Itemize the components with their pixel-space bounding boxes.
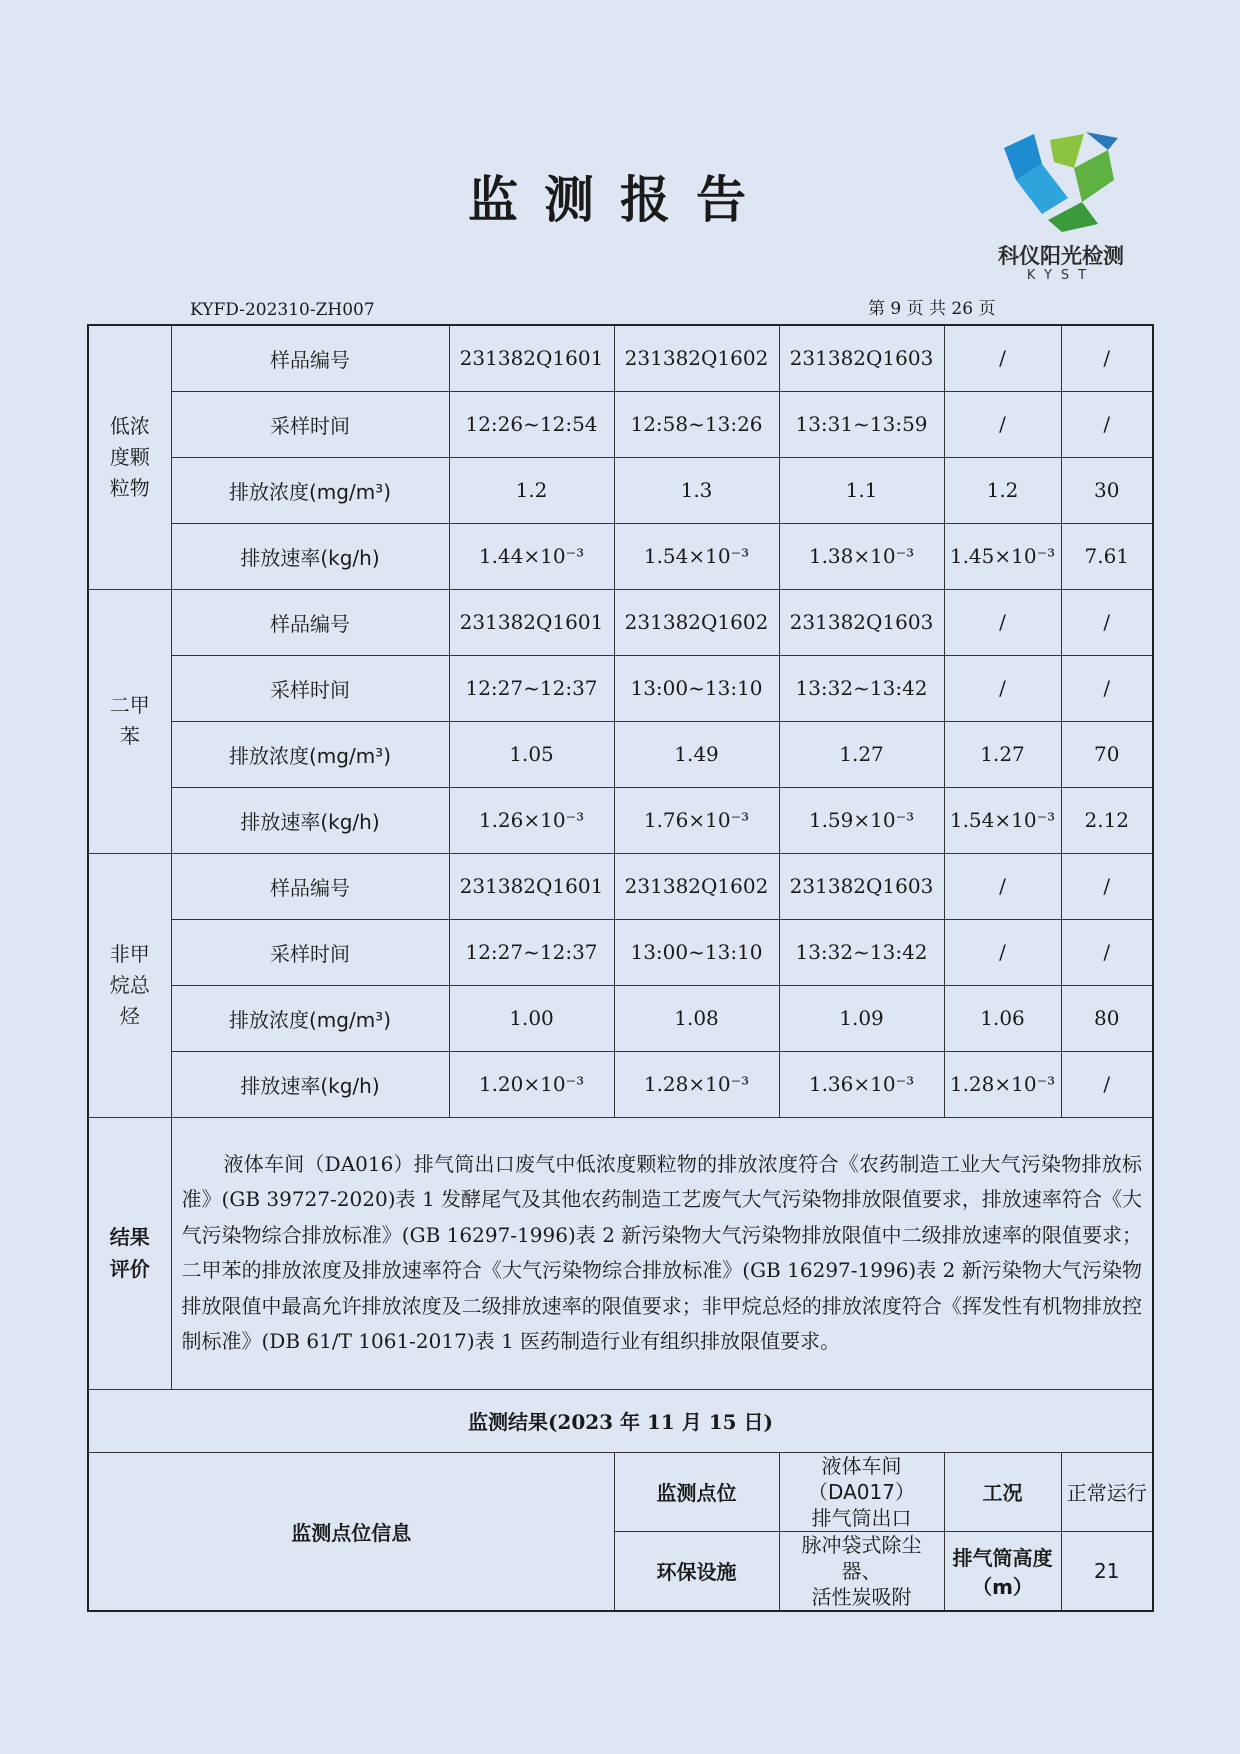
evaluation-text: 液体车间（DA016）排气筒出口废气中低浓度颗粒物的排放浓度符合《农药制造工业大气污染物排放标准》(GB 39727-2020)表 1 发酵尾气及其他农药制造工艺废气大气污染物排放限值要求，排放速率符合《大气污染物综合排放标准》(GB 16297-1996)表 2 新污染物大气污染物排放限值中二级排放速率的限值要求；二甲苯的排放浓度及排放速率符合《大气污染物综合排放标准》(GB 16297-1996)表 2 新污染物大气污染物排放限值中最高允许排放浓度及二级排放速率的限值要求；非甲烷总烃的排放浓度符合《挥发性有机物排放控制标准》(DB 61/T 1061-2017)表 1 医药制造行业有组织排放限值要求。 (171, 1117, 1153, 1389)
table-cell: 13:31~13:59 (779, 391, 944, 457)
row-label: 样品编号 (171, 325, 449, 391)
row-label: 排放浓度(mg/m³) (171, 457, 449, 523)
table-cell: 80 (1061, 985, 1153, 1051)
condition-label: 工况 (944, 1452, 1061, 1531)
table-cell: / (1061, 589, 1153, 655)
table-cell: 1.08 (614, 985, 779, 1051)
table-cell: 1.36×10⁻³ (779, 1051, 944, 1117)
row-label: 排放速率(kg/h) (171, 787, 449, 853)
point-label: 监测点位 (614, 1452, 779, 1531)
logo-mark-icon (990, 128, 1132, 234)
evaluation-label: 结果 评价 (88, 1117, 171, 1389)
table-cell: 12:27~12:37 (449, 655, 614, 721)
row-label: 排放浓度(mg/m³) (171, 721, 449, 787)
table-cell: 12:26~12:54 (449, 391, 614, 457)
facility-value-line2: 活性炭吸附 (811, 1584, 912, 1609)
table-cell: 12:58~13:26 (614, 391, 779, 457)
table-row (88, 985, 1153, 1051)
table-cell: 1.27 (779, 721, 944, 787)
table-cell: / (944, 325, 1061, 391)
table-cell: 1.1 (779, 457, 944, 523)
table-cell: 1.28×10⁻³ (944, 1051, 1061, 1117)
table-cell: 13:00~13:10 (614, 919, 779, 985)
table-cell: 2.12 (1061, 787, 1153, 853)
row-label: 排放速率(kg/h) (171, 523, 449, 589)
facility-value-line1: 脉冲袋式除尘器、 (801, 1532, 922, 1583)
table-cell: 1.54×10⁻³ (944, 787, 1061, 853)
table-cell: / (944, 853, 1061, 919)
monitoring-table (87, 324, 1154, 1612)
table-cell: 12:27~12:37 (449, 919, 614, 985)
row-label: 采样时间 (171, 391, 449, 457)
table-row (88, 325, 1153, 391)
row-label: 样品编号 (171, 853, 449, 919)
row-label: 采样时间 (171, 919, 449, 985)
table-cell: 1.09 (779, 985, 944, 1051)
table-cell: 231382Q1602 (614, 589, 779, 655)
table-row (88, 853, 1153, 919)
facility-value (779, 1531, 944, 1611)
row-label: 采样时间 (171, 655, 449, 721)
table-cell: 1.00 (449, 985, 614, 1051)
table-cell: 231382Q1602 (614, 853, 779, 919)
table-cell: 1.26×10⁻³ (449, 787, 614, 853)
height-label: 排气筒高度（m） (944, 1531, 1061, 1611)
table-cell: / (1061, 1051, 1153, 1117)
table-row (88, 655, 1153, 721)
height-value: 21 (1061, 1531, 1153, 1611)
table-cell: 231382Q1601 (449, 589, 614, 655)
row-label: 排放速率(kg/h) (171, 1051, 449, 1117)
table-cell: / (944, 919, 1061, 985)
table-cell: / (1061, 391, 1153, 457)
logo-name-cn: 科仪阳光检测 (998, 244, 1124, 268)
table-cell: / (944, 589, 1061, 655)
table-cell: 1.20×10⁻³ (449, 1051, 614, 1117)
table-cell: / (1061, 655, 1153, 721)
table-cell: 1.49 (614, 721, 779, 787)
facility-label: 环保设施 (614, 1531, 779, 1611)
report-number: KYFD-202310-ZH007 (190, 300, 375, 320)
table-cell: 1.45×10⁻³ (944, 523, 1061, 589)
logo-name-en: KYST (1026, 268, 1096, 283)
point-value-line1: 液体车间（DA017） (808, 1453, 915, 1504)
table-cell: 13:32~13:42 (779, 919, 944, 985)
pollutant-name: 低浓 度颗 粒物 (88, 325, 171, 589)
condition-value: 正常运行 (1061, 1452, 1153, 1531)
pollutant-name: 非甲 烷总 烃 (88, 853, 171, 1117)
table-row (88, 919, 1153, 985)
table-cell: 1.28×10⁻³ (614, 1051, 779, 1117)
company-logo (976, 128, 1146, 288)
table-cell: 1.54×10⁻³ (614, 523, 779, 589)
table-row (88, 1051, 1153, 1117)
table-cell: 1.06 (944, 985, 1061, 1051)
result-date-header: 监测结果(2023 年 11 月 15 日) (88, 1389, 1153, 1452)
point-value-line2: 排气筒出口 (811, 1505, 912, 1530)
table-cell: 231382Q1601 (449, 325, 614, 391)
table-cell: 231382Q1602 (614, 325, 779, 391)
table-row (88, 589, 1153, 655)
table-cell: 231382Q1603 (779, 589, 944, 655)
table-cell: 1.05 (449, 721, 614, 787)
table-cell: 231382Q1601 (449, 853, 614, 919)
table-cell: / (944, 391, 1061, 457)
point-value (779, 1452, 944, 1531)
table-row (88, 391, 1153, 457)
row-label: 排放浓度(mg/m³) (171, 985, 449, 1051)
table-cell: 1.27 (944, 721, 1061, 787)
table-cell: 1.38×10⁻³ (779, 523, 944, 589)
table-cell: 1.2 (449, 457, 614, 523)
table-cell: / (1061, 325, 1153, 391)
table-row (88, 523, 1153, 589)
table-cell: 1.2 (944, 457, 1061, 523)
page-indicator: 第 9 页 共 26 页 (868, 299, 996, 319)
report-title: 监测报告 (468, 171, 772, 229)
table-cell: / (1061, 919, 1153, 985)
table-cell: 231382Q1603 (779, 853, 944, 919)
table-cell: 13:32~13:42 (779, 655, 944, 721)
table-cell: 1.59×10⁻³ (779, 787, 944, 853)
pollutant-name: 二甲 苯 (88, 589, 171, 853)
table-cell: 13:00~13:10 (614, 655, 779, 721)
table-cell: 1.76×10⁻³ (614, 787, 779, 853)
table-row (88, 721, 1153, 787)
point-info-label: 监测点位信息 (88, 1452, 614, 1611)
table-row (88, 457, 1153, 523)
table-cell: 30 (1061, 457, 1153, 523)
table-cell: 231382Q1603 (779, 325, 944, 391)
row-label: 样品编号 (171, 589, 449, 655)
table-row (88, 787, 1153, 853)
table-cell: 1.44×10⁻³ (449, 523, 614, 589)
table-cell: / (944, 655, 1061, 721)
table-cell: 1.3 (614, 457, 779, 523)
table-cell: / (1061, 853, 1153, 919)
table-cell: 70 (1061, 721, 1153, 787)
table-cell: 7.61 (1061, 523, 1153, 589)
